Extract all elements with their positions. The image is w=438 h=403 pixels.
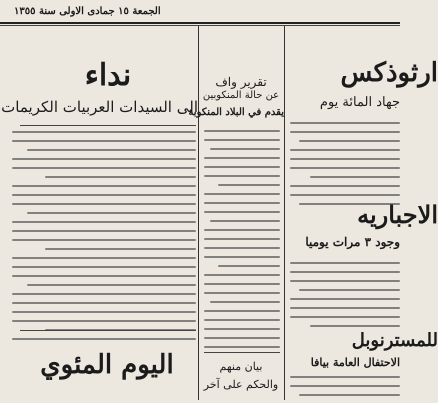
left-section-rule (20, 330, 196, 331)
right-body-text-3 (290, 376, 400, 403)
top-rule-thin (0, 25, 400, 26)
center-title-1: تقرير واف (215, 75, 267, 89)
center-body-text (204, 130, 280, 355)
right-mid-sub: وجود ٣ مرات يوميا (305, 235, 400, 249)
right-body-text-2 (290, 262, 400, 334)
right-headline-2: جهاد المائة يوم (319, 95, 400, 110)
right-headline-1: ارثوذكس (340, 58, 438, 88)
left-headline-2: الى السيدات العربيات الكريمات (1, 98, 198, 116)
right-bottom-sub: الاحتفال العامة بيافا (310, 356, 400, 369)
date-line: الجمعة ١٥ جمادى الاولى سنة ١٣٥٥ (14, 6, 161, 17)
left-headline-1: نداء (84, 58, 132, 93)
top-rule (0, 22, 400, 24)
left-body-text (12, 131, 196, 347)
column-divider-left (198, 26, 199, 400)
right-body-text-1 (290, 122, 400, 212)
center-bottom-2: والحكم على آخر (203, 378, 279, 391)
right-mid-headline: الاجباريه (357, 200, 438, 229)
left-bottom-headline: اليوم المئوي (40, 350, 174, 380)
center-bottom-1: بيان منهم (219, 360, 263, 373)
right-bottom-headline: للمسترنوبل (351, 330, 438, 351)
center-section-rule (204, 352, 280, 353)
center-title-2: عن حالة المنكوبين (202, 90, 280, 101)
column-divider-right (284, 26, 285, 400)
left-headline-rule (20, 125, 196, 126)
center-title-3: يقدم في البلاد المنكوبة (188, 107, 284, 118)
